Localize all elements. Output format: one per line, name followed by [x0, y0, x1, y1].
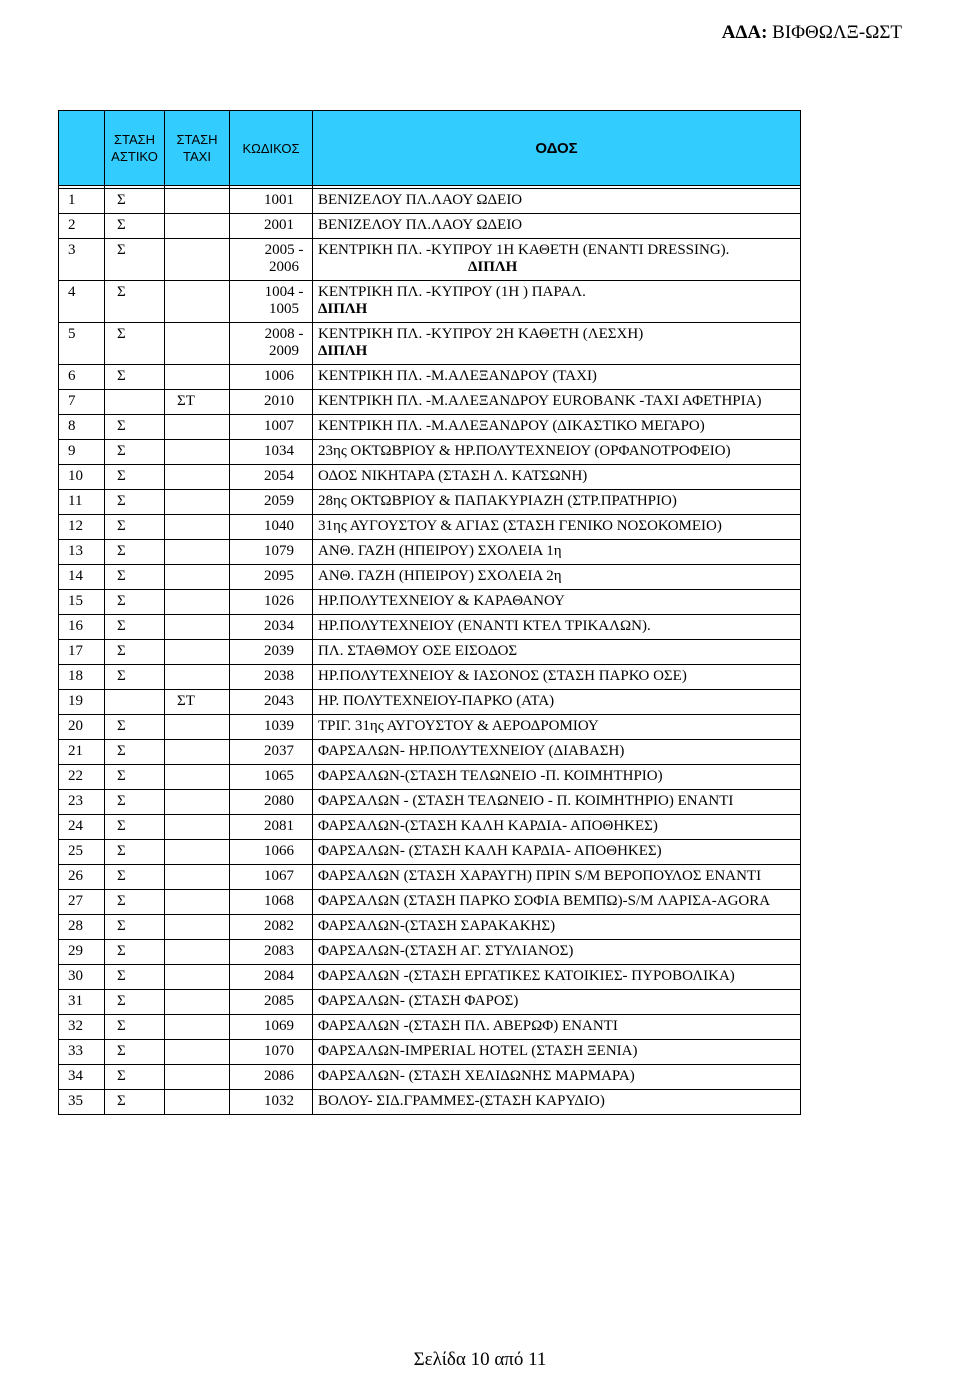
- table-row: [59, 640, 801, 665]
- stop-city-mark: Σ: [105, 490, 165, 515]
- header-number: [59, 111, 105, 186]
- stop-city-mark: Σ: [105, 214, 165, 239]
- stop-city-mark: Σ: [105, 323, 165, 365]
- row-number: 17: [59, 640, 105, 665]
- table-row: [59, 915, 801, 940]
- table-row: [59, 615, 801, 640]
- row-number: 32: [59, 1015, 105, 1040]
- road-cell: [313, 790, 801, 815]
- stop-city-mark: Σ: [105, 440, 165, 465]
- stop-code: 1001: [230, 189, 313, 214]
- header-stop-taxi: ΣΤΑΣΗ ΤΑΧΙ: [165, 111, 230, 186]
- road-cell: [313, 490, 801, 515]
- row-number: 34: [59, 1065, 105, 1090]
- page-number: Σελίδα 10 από 11: [413, 1349, 547, 1370]
- row-number: 27: [59, 890, 105, 915]
- row-number: 26: [59, 865, 105, 890]
- stop-code: 2038: [230, 665, 313, 690]
- stop-city-mark: Σ: [105, 1090, 165, 1115]
- road-name: 31ης ΑΥΓΟΥΣΤΟΥ & ΑΓΙΑΣ (ΣΤΑΣΗ ΓΕΝΙΚΟ ΝΟΣΟΚΟΜΕΙΟ): [318, 518, 722, 534]
- table-row: [59, 940, 801, 965]
- stop-taxi-mark: [165, 465, 230, 490]
- table-row: [59, 990, 801, 1015]
- row-number: 16: [59, 615, 105, 640]
- road-name: ΑΝΘ. ΓΑΖΗ (ΗΠΕΙΡΟΥ) ΣΧΟΛΕΙΑ 1η: [318, 543, 562, 559]
- stop-taxi-mark: [165, 415, 230, 440]
- road-cell: [313, 1065, 801, 1090]
- row-number: 9: [59, 440, 105, 465]
- stop-code: 2043: [230, 690, 313, 715]
- road-name: 23ης ΟΚΤΩΒΡΙΟΥ & ΗΡ.ΠΟΛΥΤΕΧΝΕΙΟΥ (ΟΡΦΑΝΟΤΡΟΦΕΙΟ): [318, 443, 731, 459]
- stop-taxi-mark: [165, 1065, 230, 1090]
- road-cell: [313, 990, 801, 1015]
- row-number: 15: [59, 590, 105, 615]
- stop-city-mark: Σ: [105, 740, 165, 765]
- road-name: ΑΝΘ. ΓΑΖΗ (ΗΠΕΙΡΟΥ) ΣΧΟΛΕΙΑ 2η: [318, 568, 562, 584]
- road-cell: [313, 965, 801, 990]
- stop-taxi-mark: [165, 540, 230, 565]
- row-number: 35: [59, 1090, 105, 1115]
- table-row: [59, 690, 801, 715]
- stop-city-mark: Σ: [105, 365, 165, 390]
- stop-city-mark: Σ: [105, 465, 165, 490]
- row-number: 10: [59, 465, 105, 490]
- road-name: ΒΟΛΟΥ- ΣΙΔ.ΓΡΑΜΜΕΣ-(ΣΤΑΣΗ ΚΑΡΥΔΙΟ): [318, 1093, 605, 1109]
- road-cell: [313, 323, 801, 365]
- stop-taxi-mark: [165, 590, 230, 615]
- road-name: ΤΡΙΓ. 31ης ΑΥΓΟΥΣΤΟΥ & ΑΕΡΟΔΡΟΜΙΟΥ: [318, 718, 599, 734]
- stop-code: 1026: [230, 590, 313, 615]
- stop-city-mark: Σ: [105, 715, 165, 740]
- bus-stops-table: [58, 110, 801, 1115]
- road-name: ΗΡ.ΠΟΛΥΤΕΧΝΕΙΟΥ & ΙΑΣΟΝΟΣ (ΣΤΑΣΗ ΠΑΡΚΟ ΟΣΕ): [318, 668, 687, 684]
- table-row: [59, 590, 801, 615]
- row-number: 12: [59, 515, 105, 540]
- road-name: ΟΔΟΣ ΝΙΚΗΤΑΡΑ (ΣΤΑΣΗ Λ. ΚΑΤΣΩΝΗ): [318, 468, 588, 484]
- table-row: [59, 440, 801, 465]
- stop-code: 2083: [230, 940, 313, 965]
- road-name: ΒΕΝΙΖΕΛΟΥ ΠΛ.ΛΑΟΥ ΩΔΕΙΟ: [318, 217, 523, 233]
- stop-taxi-mark: [165, 865, 230, 890]
- stop-code: 2008 - 2009: [230, 323, 313, 365]
- stop-code: 2034: [230, 615, 313, 640]
- stop-city-mark: Σ: [105, 965, 165, 990]
- stop-taxi-mark: [165, 665, 230, 690]
- stop-code: 1034: [230, 440, 313, 465]
- table-row: [59, 390, 801, 415]
- double-stop-label: ΔΙΠΛΗ: [468, 259, 518, 275]
- road-cell: [313, 890, 801, 915]
- stop-city-mark: Σ: [105, 790, 165, 815]
- road-cell: [313, 565, 801, 590]
- stop-code: 1007: [230, 415, 313, 440]
- row-number: 21: [59, 740, 105, 765]
- table-row: [59, 765, 801, 790]
- stop-city-mark: Σ: [105, 815, 165, 840]
- road-name: ΗΡ.ΠΟΛΥΤΕΧΝΕΙΟΥ (ΕΝΑΝΤΙ ΚΤΕΛ ΤΡΙΚΑΛΩΝ).: [318, 618, 651, 634]
- road-name: ΦΑΡΣΑΛΩΝ - (ΣΤΑΣΗ ΤΕΛΩΝΕΙΟ - Π. ΚΟΙΜΗΤΗΡΙΟ) ΕΝΑΝΤΙ: [318, 793, 734, 809]
- stop-code: 2039: [230, 640, 313, 665]
- stop-code: 2081: [230, 815, 313, 840]
- stop-city-mark: Σ: [105, 865, 165, 890]
- road-cell: [313, 940, 801, 965]
- road-cell: [313, 915, 801, 940]
- stop-code: 2037: [230, 740, 313, 765]
- ada-code: ΒΙΦΘΩΛΞ-ΩΣΤ: [772, 22, 902, 43]
- stop-taxi-mark: [165, 740, 230, 765]
- stop-code: 1067: [230, 865, 313, 890]
- row-number: 13: [59, 540, 105, 565]
- road-cell: [313, 690, 801, 715]
- table-row: [59, 415, 801, 440]
- stop-city-mark: Σ: [105, 515, 165, 540]
- stop-taxi-mark: [165, 490, 230, 515]
- stop-code: 2054: [230, 465, 313, 490]
- stop-city-mark: Σ: [105, 665, 165, 690]
- road-cell: [313, 1040, 801, 1065]
- table-row: [59, 790, 801, 815]
- table-row: [59, 815, 801, 840]
- road-cell: [313, 765, 801, 790]
- road-name: ΚΕΝΤΡΙΚΗ ΠΛ. -Μ.ΑΛΕΞΑΝΔΡΟΥ EUROBANK -ΤΑΧΙ ΑΦΕΤΗΡΙΑ): [318, 393, 762, 409]
- stop-taxi-mark: [165, 765, 230, 790]
- table-row: [59, 515, 801, 540]
- row-number: 5: [59, 323, 105, 365]
- stop-code: 1040: [230, 515, 313, 540]
- stop-code: 1065: [230, 765, 313, 790]
- stop-city-mark: Σ: [105, 615, 165, 640]
- stop-code: 1070: [230, 1040, 313, 1065]
- road-name: ΦΑΡΣΑΛΩΝ- (ΣΤΑΣΗ ΦΑΡΟΣ): [318, 993, 519, 1009]
- road-cell: [313, 515, 801, 540]
- stop-code: 2010: [230, 390, 313, 415]
- stop-city-mark: Σ: [105, 990, 165, 1015]
- stop-city-mark: Σ: [105, 189, 165, 214]
- road-cell: [313, 440, 801, 465]
- stop-city-mark: Σ: [105, 1015, 165, 1040]
- row-number: 29: [59, 940, 105, 965]
- table-row: [59, 1090, 801, 1115]
- road-cell: [313, 715, 801, 740]
- stop-code: 1006: [230, 365, 313, 390]
- stop-taxi-mark: [165, 1015, 230, 1040]
- stop-city-mark: Σ: [105, 281, 165, 323]
- table-row: [59, 740, 801, 765]
- row-number: 7: [59, 390, 105, 415]
- stop-code: 1069: [230, 1015, 313, 1040]
- stop-code: 2001: [230, 214, 313, 239]
- road-name: ΦΑΡΣΑΛΩΝ -(ΣΤΑΣΗ ΠΛ. ΑΒΕΡΩΦ) ΕΝΑΝΤΙ: [318, 1018, 618, 1034]
- table-row: [59, 323, 801, 365]
- stop-code: 2080: [230, 790, 313, 815]
- stop-code: 1032: [230, 1090, 313, 1115]
- row-number: 8: [59, 415, 105, 440]
- road-name: ΦΑΡΣΑΛΩΝ- (ΣΤΑΣΗ ΚΑΛΗ ΚΑΡΔΙΑ- ΑΠΟΘΗΚΕΣ): [318, 843, 662, 859]
- row-number: 6: [59, 365, 105, 390]
- stop-city-mark: Σ: [105, 765, 165, 790]
- stop-city-mark: [105, 390, 165, 415]
- table-row: [59, 1065, 801, 1090]
- table-row: [59, 465, 801, 490]
- row-number: 2: [59, 214, 105, 239]
- stop-taxi-mark: [165, 890, 230, 915]
- stop-taxi-mark: [165, 940, 230, 965]
- row-number: 19: [59, 690, 105, 715]
- road-name: ΚΕΝΤΡΙΚΗ ΠΛ. -Μ.ΑΛΕΞΑΝΔΡΟΥ (ΔΙΚΑΣΤΙΚΟ ΜΕΓΑΡΟ): [318, 418, 705, 434]
- stop-city-mark: Σ: [105, 239, 165, 281]
- stop-taxi-mark: [165, 281, 230, 323]
- row-number: 25: [59, 840, 105, 865]
- table-row: [59, 865, 801, 890]
- stop-taxi-mark: [165, 1090, 230, 1115]
- header-stop-city: ΣΤΑΣΗ ΑΣΤΙΚΟ: [105, 111, 165, 186]
- table-row: [59, 840, 801, 865]
- road-name: ΚΕΝΤΡΙΚΗ ΠΛ. -ΚΥΠΡΟΥ 1Η ΚΑΘΕΤΗ (ΕΝΑΝΤΙ DRESSING).: [318, 242, 730, 258]
- stop-taxi-mark: ΣΤ: [165, 390, 230, 415]
- stop-taxi-mark: [165, 515, 230, 540]
- stop-city-mark: Σ: [105, 565, 165, 590]
- road-name: ΦΑΡΣΑΛΩΝ-(ΣΤΑΣΗ ΣΑΡΑΚΑΚΗΣ): [318, 918, 556, 934]
- row-number: 30: [59, 965, 105, 990]
- stop-taxi-mark: [165, 840, 230, 865]
- stop-code: 2084: [230, 965, 313, 990]
- row-number: 11: [59, 490, 105, 515]
- table-row: [59, 540, 801, 565]
- stop-code: 2059: [230, 490, 313, 515]
- table-row: [59, 189, 801, 214]
- row-number: 14: [59, 565, 105, 590]
- stop-taxi-mark: [165, 990, 230, 1015]
- stop-taxi-mark: [165, 365, 230, 390]
- road-name: 28ης ΟΚΤΩΒΡΙΟΥ & ΠΑΠΑΚΥΡΙΑΖΗ (ΣΤΡ.ΠΡΑΤΗΡΙΟ): [318, 493, 677, 509]
- stop-taxi-mark: [165, 565, 230, 590]
- stop-taxi-mark: [165, 640, 230, 665]
- stop-city-mark: Σ: [105, 940, 165, 965]
- stop-city-mark: Σ: [105, 915, 165, 940]
- stop-taxi-mark: [165, 189, 230, 214]
- table-row: [59, 565, 801, 590]
- road-cell: [313, 189, 801, 214]
- stop-taxi-mark: [165, 615, 230, 640]
- row-number: 23: [59, 790, 105, 815]
- road-name: ΦΑΡΣΑΛΩΝ-(ΣΤΑΣΗ ΑΓ. ΣΤΥΛΙΑΝΟΣ): [318, 943, 574, 959]
- table-header-row: [59, 111, 801, 186]
- table-row: [59, 1015, 801, 1040]
- stop-city-mark: Σ: [105, 840, 165, 865]
- road-name: ΒΕΝΙΖΕΛΟΥ ΠΛ.ΛΑΟΥ ΩΔΕΙΟ: [318, 192, 523, 208]
- stop-code: 2005 - 2006: [230, 239, 313, 281]
- stop-code: 2086: [230, 1065, 313, 1090]
- row-number: 20: [59, 715, 105, 740]
- road-cell: [313, 665, 801, 690]
- table-row: [59, 665, 801, 690]
- stop-taxi-mark: [165, 239, 230, 281]
- road-name: ΚΕΝΤΡΙΚΗ ΠΛ. -Μ.ΑΛΕΞΑΝΔΡΟΥ (ΤΑΧΙ): [318, 368, 597, 384]
- road-cell: [313, 365, 801, 390]
- stop-taxi-mark: [165, 915, 230, 940]
- road-name: ΦΑΡΣΑΛΩΝ (ΣΤΑΣΗ ΠΑΡΚΟ ΣΟΦΙΑ ΒΕΜΠΩ)-S/M ΛΑΡΙΣΑ-AGORA: [318, 893, 771, 909]
- road-name: ΦΑΡΣΑΛΩΝ-IMPERIAL HOTEL (ΣΤΑΣΗ ΞΕΝΙΑ): [318, 1043, 638, 1059]
- header-code: ΚΩΔΙΚΟΣ: [230, 111, 313, 186]
- stop-city-mark: Σ: [105, 1065, 165, 1090]
- double-stop-label: ΔΙΠΛΗ: [318, 343, 368, 359]
- ada-identifier: [722, 22, 902, 44]
- road-name: ΗΡ. ΠΟΛΥΤΕΧΝΕΙΟΥ-ΠΑΡΚΟ (ΑΤΑ): [318, 693, 555, 709]
- table-row: [59, 214, 801, 239]
- stop-code: 2082: [230, 915, 313, 940]
- row-number: 22: [59, 765, 105, 790]
- row-number: 31: [59, 990, 105, 1015]
- stop-taxi-mark: ΣΤ: [165, 690, 230, 715]
- stop-taxi-mark: [165, 323, 230, 365]
- road-cell: [313, 740, 801, 765]
- stop-taxi-mark: [165, 440, 230, 465]
- row-number: 18: [59, 665, 105, 690]
- road-cell: [313, 1015, 801, 1040]
- stop-taxi-mark: [165, 965, 230, 990]
- table-row: [59, 490, 801, 515]
- stop-city-mark: [105, 690, 165, 715]
- table-body: [59, 186, 801, 1115]
- stop-taxi-mark: [165, 815, 230, 840]
- road-cell: [313, 815, 801, 840]
- row-number: 28: [59, 915, 105, 940]
- stop-city-mark: Σ: [105, 590, 165, 615]
- stop-taxi-mark: [165, 1040, 230, 1065]
- table-row: [59, 365, 801, 390]
- double-stop-label: ΔΙΠΛΗ: [318, 301, 368, 317]
- road-cell: [313, 390, 801, 415]
- row-number: 24: [59, 815, 105, 840]
- road-cell: [313, 415, 801, 440]
- stop-city-mark: Σ: [105, 890, 165, 915]
- road-cell: [313, 865, 801, 890]
- stop-city-mark: Σ: [105, 415, 165, 440]
- road-cell: [313, 281, 801, 323]
- stop-code: 1004 - 1005: [230, 281, 313, 323]
- row-number: 1: [59, 189, 105, 214]
- stop-city-mark: Σ: [105, 1040, 165, 1065]
- stop-taxi-mark: [165, 715, 230, 740]
- road-name: ΚΕΝΤΡΙΚΗ ΠΛ. -ΚΥΠΡΟΥ (1Η ) ΠΑΡΑΛ.: [318, 284, 586, 300]
- road-name: ΦΑΡΣΑΛΩΝ- ΗΡ.ΠΟΛΥΤΕΧΝΕΙΟΥ (ΔΙΑΒΑΣΗ): [318, 743, 625, 759]
- stop-city-mark: Σ: [105, 540, 165, 565]
- table-row: [59, 965, 801, 990]
- table-row: [59, 715, 801, 740]
- road-cell: [313, 540, 801, 565]
- road-cell: [313, 239, 801, 281]
- stop-code: 2095: [230, 565, 313, 590]
- road-name: ΚΕΝΤΡΙΚΗ ΠΛ. -ΚΥΠΡΟΥ 2Η ΚΑΘΕΤΗ (ΛΕΣΧΗ): [318, 326, 644, 342]
- road-name: ΠΛ. ΣΤΑΘΜΟΥ ΟΣΕ ΕΙΣΟΔΟΣ: [318, 643, 518, 659]
- table-row: [59, 239, 801, 281]
- stop-code: 1068: [230, 890, 313, 915]
- table-row: [59, 281, 801, 323]
- road-name: ΦΑΡΣΑΛΩΝ-(ΣΤΑΣΗ ΚΑΛΗ ΚΑΡΔΙΑ- ΑΠΟΘΗΚΕΣ): [318, 818, 658, 834]
- road-name: ΦΑΡΣΑΛΩΝ- (ΣΤΑΣΗ ΧΕΛΙΔΩΝΗΣ ΜΑΡΜΑΡΑ): [318, 1068, 635, 1084]
- stop-code: 1066: [230, 840, 313, 865]
- stop-taxi-mark: [165, 214, 230, 239]
- stop-taxi-mark: [165, 790, 230, 815]
- road-cell: [313, 590, 801, 615]
- stop-code: 2085: [230, 990, 313, 1015]
- table-row: [59, 890, 801, 915]
- row-number: 33: [59, 1040, 105, 1065]
- ada-label: ΑΔΑ:: [721, 22, 768, 43]
- road-cell: [313, 640, 801, 665]
- road-name: ΦΑΡΣΑΛΩΝ -(ΣΤΑΣΗ ΕΡΓΑΤΙΚΕΣ ΚΑΤΟΙΚΙΕΣ- ΠΥΡΟΒΟΛΙΚΑ): [318, 968, 735, 984]
- row-number: 4: [59, 281, 105, 323]
- road-cell: [313, 465, 801, 490]
- road-cell: [313, 214, 801, 239]
- row-number: 3: [59, 239, 105, 281]
- road-cell: [313, 840, 801, 865]
- road-name: ΗΡ.ΠΟΛΥΤΕΧΝΕΙΟΥ & ΚΑΡΑΘΑΝΟΥ: [318, 593, 565, 609]
- stop-city-mark: Σ: [105, 640, 165, 665]
- road-name: ΦΑΡΣΑΛΩΝ-(ΣΤΑΣΗ ΤΕΛΩΝΕΙΟ -Π. ΚΟΙΜΗΤΗΡΙΟ): [318, 768, 663, 784]
- stop-code: 1039: [230, 715, 313, 740]
- table-row: [59, 1040, 801, 1065]
- road-cell: [313, 1090, 801, 1115]
- road-cell: [313, 615, 801, 640]
- stop-code: 1079: [230, 540, 313, 565]
- header-road: ΟΔΟΣ: [313, 111, 801, 186]
- road-name: ΦΑΡΣΑΛΩΝ (ΣΤΑΣΗ ΧΑΡΑΥΓΗ) ΠΡΙΝ S/M ΒΕΡΟΠΟΥΛΟΣ ΕΝΑΝΤΙ: [318, 868, 762, 884]
